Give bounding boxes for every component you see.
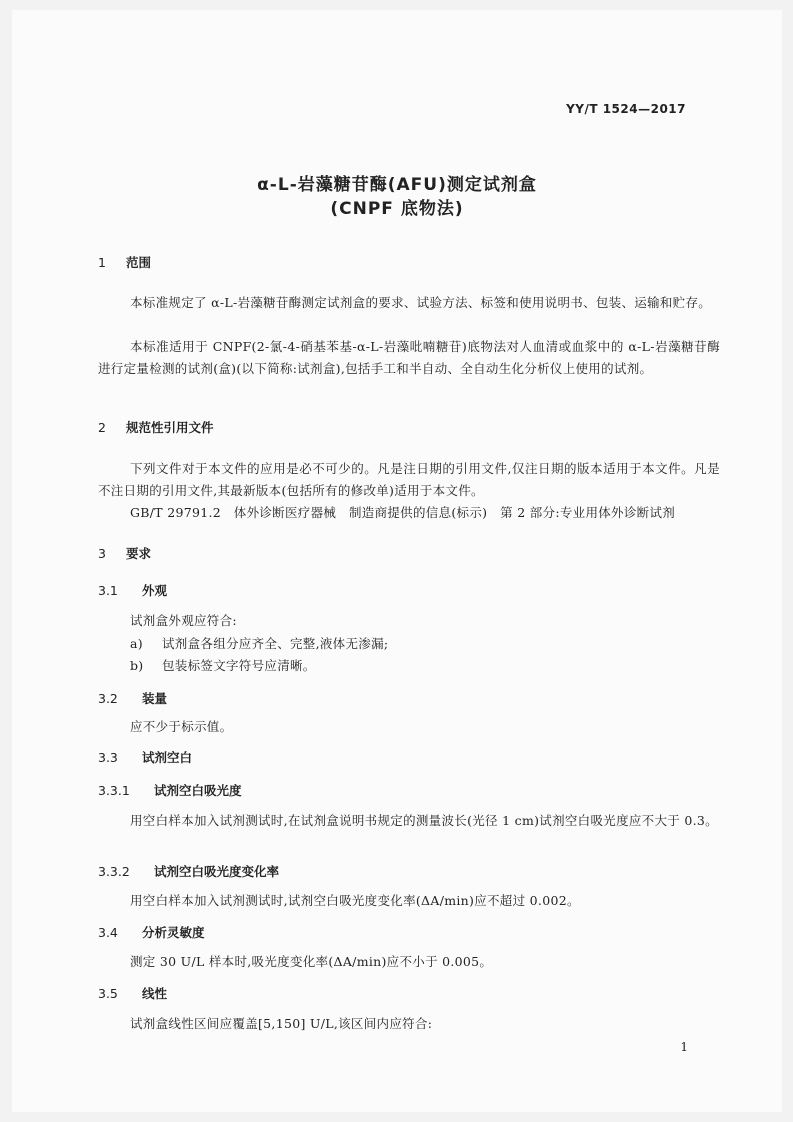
list-item — [130, 656, 316, 674]
section-number: 3.5 — [98, 986, 118, 1001]
subsection-3-1-heading — [98, 581, 167, 599]
section-number: 3.3.1 — [98, 783, 130, 798]
list-item-label: a) — [130, 636, 143, 651]
list-item — [130, 634, 388, 652]
paragraph: 本标准适用于 CNPF(2-氯-4-硝基苯基-α-L-岩藻吡喃糖苷)底物法对人血清或血浆中的 α-L-岩藻糖苷酶进行定量检测的试剂(盒)(以下简称:试剂盒),包括手工和半自动、全自动生化分析仪上使用的试剂。 — [98, 339, 720, 376]
section-number: 3.2 — [98, 691, 118, 706]
subsection-3-2-heading — [98, 689, 167, 707]
standard-number: YY/T 1524—2017 — [566, 102, 686, 116]
section-1-heading — [98, 253, 151, 271]
section-title: 试剂空白 — [142, 750, 193, 765]
section-title: 装量 — [142, 691, 168, 706]
section-title: 试剂空白吸光度变化率 — [154, 864, 280, 879]
subsection-3-3-2-heading — [98, 862, 279, 880]
paragraph: 本标准规定了 α-L-岩藻糖苷酶测定试剂盒的要求、试验方法、标签和使用说明书、包装、运输和贮存。 — [130, 295, 712, 310]
paragraph: 测定 30 U/L 样本时,吸光度变化率(ΔA/min)应不小于 0.005。 — [130, 954, 493, 969]
section-number: 3 — [98, 546, 106, 561]
paragraph: 用空白样本加入试剂测试时,试剂空白吸光度变化率(ΔA/min)应不超过 0.002。 — [130, 893, 580, 908]
section-number: 3.3.2 — [98, 864, 130, 879]
subsection-3-5-heading — [98, 984, 167, 1002]
paragraph: 试剂盒外观应符合: — [130, 613, 237, 628]
normative-reference: GB/T 29791.2 体外诊断医疗器械 制造商提供的信息(标示) 第 2 部分:专业用体外诊断试剂 — [130, 505, 676, 520]
section-number: 3.4 — [98, 925, 118, 940]
section-number: 2 — [98, 420, 106, 435]
section-title: 外观 — [142, 583, 168, 598]
section-number: 1 — [98, 255, 106, 270]
paragraph: 下列文件对于本文件的应用是必不可少的。凡是注日期的引用文件,仅注日期的版本适用于本文件。凡是不注日期的引用文件,其最新版本(包括所有的修改单)适用于本文件。 — [98, 461, 720, 498]
section-title: 线性 — [142, 986, 168, 1001]
section-number: 3.3 — [98, 750, 118, 765]
subsection-3-3-1-heading — [98, 781, 242, 799]
list-item-label: b) — [130, 658, 144, 673]
section-title: 试剂空白吸光度 — [154, 783, 242, 798]
section-2-heading — [98, 418, 214, 436]
title-line-1: α-L-岩藻糖苷酶(AFU)测定试剂盒 — [257, 175, 537, 195]
subsection-3-4-heading — [98, 923, 205, 941]
section-number: 3.1 — [98, 583, 118, 598]
paragraph: 应不少于标示值。 — [130, 719, 233, 734]
section-title: 范围 — [126, 255, 152, 270]
section-title: 分析灵敏度 — [142, 925, 205, 940]
page-number: 1 — [680, 1040, 688, 1054]
paragraph: 试剂盒线性区间应覆盖[5,150] U/L,该区间内应符合: — [130, 1016, 433, 1031]
paragraph: 用空白样本加入试剂测试时,在试剂盒说明书规定的测量波长(光径 1 cm)试剂空白吸光度应不大于 0.3。 — [130, 813, 718, 828]
document-page — [12, 10, 782, 1112]
subsection-3-3-heading — [98, 748, 192, 766]
list-item-text: 包装标签文字符号应清晰。 — [162, 658, 316, 673]
section-title: 要求 — [126, 546, 152, 561]
title-line-2: (CNPF 底物法) — [330, 199, 464, 219]
section-title: 规范性引用文件 — [126, 420, 214, 435]
list-item-text: 试剂盒各组分应齐全、完整,液体无渗漏; — [162, 636, 389, 651]
section-3-heading — [98, 544, 151, 562]
